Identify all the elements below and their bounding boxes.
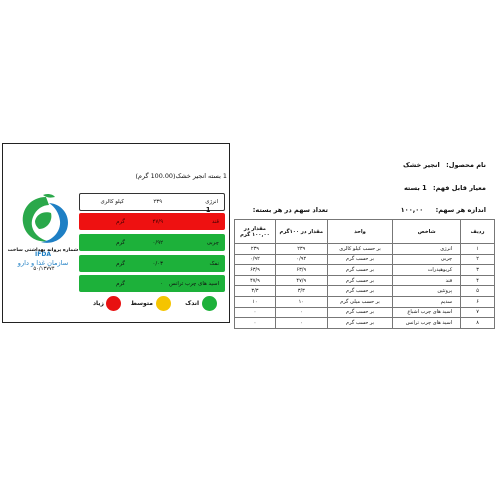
header-indicator: شاخص [393,220,461,244]
table-row [235,318,495,329]
cell-per-serving: ۶۳/۹ [235,265,276,276]
nutrient-value: ۰/۰۳ [152,260,163,267]
cell-per-serving: ۰ [235,307,276,318]
product-name-value: انجیر خشک [403,161,440,169]
cell-unit: بر حسب گرم [327,254,393,265]
cell-indicator: چربی [393,254,461,265]
cell-unit: بر حسب گرم [327,318,393,329]
traffic-light-legend [92,296,231,314]
cell-per-serving: ۳/۳ [235,286,276,297]
nutrient-name: انرژی [205,199,218,205]
nutrient-value: ۰/۹۲ [152,239,163,246]
nutrition-table [234,219,495,329]
cell-indicator: سدیم [393,296,461,307]
cell-per-serving: ۱۰ [235,296,276,307]
header-per-100g: مقدار در ۱۰۰گرم [275,220,327,244]
serving-title: 1 بسته انجیر خشک(100.00 گرم) [135,172,227,180]
nutrient-unit: گرم [116,260,125,267]
product-name-label: نام محصول: [446,161,486,169]
cell-indicator: قند [393,275,461,286]
nutrition-label-card [2,143,230,323]
nutrient-name: قند [211,218,219,225]
cell-indicator: اسید های چرب ترانس [393,318,461,329]
nutrient-unit: گرم [116,280,125,287]
legend-low-label: اندک [185,300,199,307]
table-row [235,286,495,297]
cell-row-number: ۸ [461,318,495,329]
green-dot-icon [202,296,217,311]
cell-per-serving: ۰ [235,318,276,329]
table-row [235,275,495,286]
header-row-number: ردیف [461,220,495,244]
cell-unit: بر حسب میلی گرم [327,296,393,307]
nutrient-unit: گرم [116,239,125,246]
cell-indicator: کربوهیدرات [393,265,461,276]
cell-row-number: ۷ [461,307,495,318]
cell-indicator: پروتئین [393,286,461,297]
cell-per-100g: ۶۳/۹ [275,265,327,276]
nutrient-row-salt [79,255,225,272]
logo-caption: سازمان غذا و دارو [17,259,69,267]
nutrient-value: ۴۷/۹ [152,218,163,225]
ifda-logo-icon [13,191,79,251]
cell-unit: بر حسب گرم [327,265,393,276]
legend-high-label: زیاد [92,300,104,307]
cell-per-100g: ۱۰ [275,296,327,307]
cell-unit: بر حسب گرم [327,307,393,318]
nutrient-name: اسید های چرب ترانس [168,280,219,287]
nutrient-row-trans-fat [79,275,225,292]
table-row [235,254,495,265]
cell-per-100g: ۰ [275,307,327,318]
nutrient-unit: کیلو کالری [100,199,124,205]
yellow-dot-icon [156,296,171,311]
standard-unit-value: 1 بسته [403,184,427,192]
servings-per-pack [206,206,328,214]
table-row [235,244,495,255]
cell-unit: بر حسب گرم [327,275,393,286]
cell-row-number: ۲ [461,254,495,265]
table-row [235,265,495,276]
nutrient-value: ۰ [160,280,163,287]
nutrient-row-energy [79,193,225,211]
nutrient-name: چربی [206,239,219,246]
cell-indicator: اسید های چرب اشباع [393,307,461,318]
nutrient-value: ۲۳۹ [153,199,162,205]
cell-indicator: انرژی [393,244,461,255]
serving-size-label: اندازه هر سهم: [435,206,486,214]
logo-text: IFDA [35,251,51,258]
servings-per-pack-value: 1 [205,206,211,214]
nutrient-unit: گرم [116,218,125,225]
cell-per-serving: ۲۳۹ [235,244,276,255]
cell-per-100g: ۰ [275,318,327,329]
cell-per-serving: ۰/۹۲ [235,254,276,265]
table-header-row [235,220,495,244]
cell-per-100g: ۳/۳ [275,286,327,297]
legend-medium-label: متوسط [130,300,153,307]
cell-per-100g: ۲۳۹ [275,244,327,255]
nutrient-name: نمک [209,260,219,267]
header-unit: واحد [327,220,393,244]
header-per-serving: مقدار در ۱۰۰,۰۰ گرم [235,220,276,244]
red-dot-icon [106,296,121,311]
table-row [235,307,495,318]
cell-row-number: ۶ [461,296,495,307]
cell-per-100g: ۴۷/۹ [275,275,327,286]
cell-per-serving: ۴۷/۹ [235,275,276,286]
nutrient-row-fat [79,234,225,251]
serving-size-value: ۱۰۰,۰۰ [400,206,424,214]
cell-unit: بر حسب گرم [327,286,393,297]
serving-size [401,206,486,214]
ifda-logo [13,191,81,295]
permit-label: شماره پروانه بهداشتی ساخت [7,248,79,253]
cell-row-number: ۵ [461,286,495,297]
servings-per-pack-label: تعداد سهم در هر بسته: [252,206,328,214]
cell-row-number: ۱ [461,244,495,255]
standard-unit [404,184,486,192]
table-row [235,296,495,307]
nutrient-row-sugar [79,213,225,230]
standard-unit-label: معیار قابل فهم: [433,184,486,192]
cell-unit: بر حسب کیلو کالری [327,244,393,255]
cell-row-number: ۴ [461,275,495,286]
product-name [403,161,486,169]
permit-number: ۵۰/۱۳۷۷۴ [33,266,55,272]
cell-per-100g: ۰/۹۲ [275,254,327,265]
cell-row-number: ۳ [461,265,495,276]
